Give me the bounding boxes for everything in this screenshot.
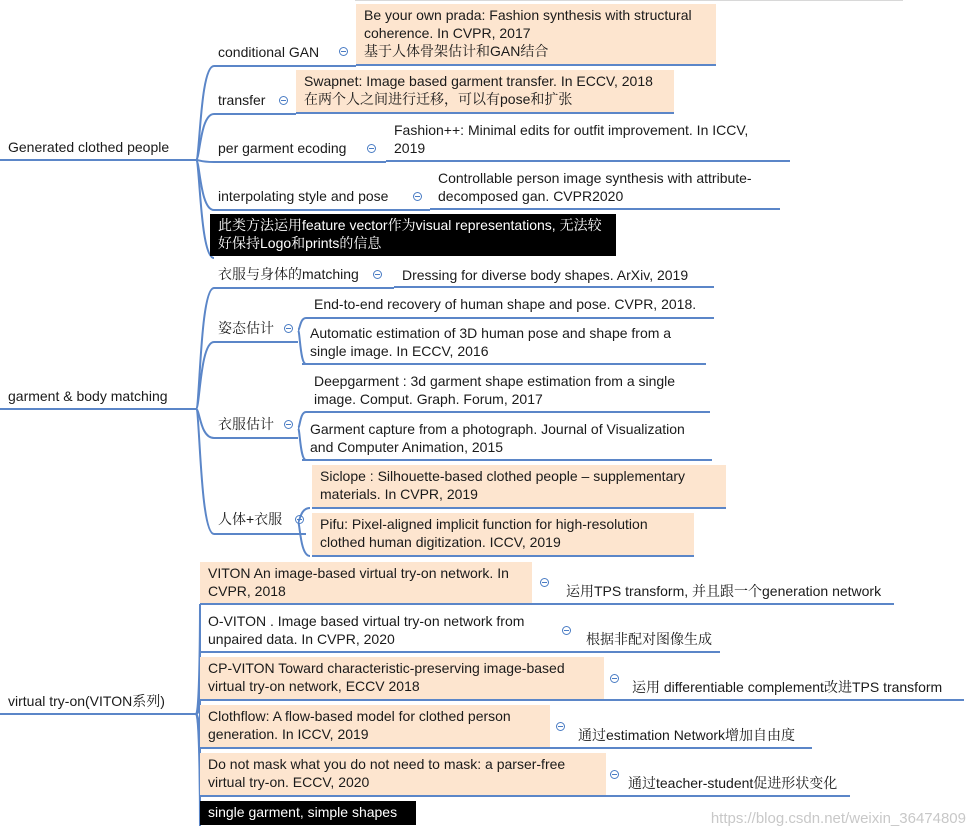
branch-underline: [200, 795, 850, 797]
branch-underline: [200, 651, 720, 653]
leaf-line: Dressing for diverse body shapes. ArXiv, 2019: [402, 267, 689, 283]
leaf-line: Siclope : Silhouette-based clothed people – supplementary: [320, 468, 686, 484]
branch-parser-free[interactable]: [200, 753, 606, 795]
branch-clothflow[interactable]: [200, 705, 550, 747]
leaf-line: Automatic estimation of 3D human pose and shape from a: [310, 325, 672, 341]
link-s2c4-l2: [298, 522, 310, 556]
leaf-line: Be your own prada: Fashion synthesis with structural: [364, 7, 692, 23]
leaf-line: Pifu: Pixel-aligned implicit function for high-resolution: [320, 516, 648, 532]
branch-line: CP-VITON Toward characteristic-preserving image-based: [208, 660, 565, 676]
collapse-toggle-icon[interactable]: [540, 578, 549, 587]
leaf-fashion-plus-plus[interactable]: [386, 119, 790, 161]
leaf-underline: [302, 363, 706, 365]
branch-underline: [200, 699, 964, 701]
leaf-line: End-to-end recovery of human shape and pose. CVPR, 2018.: [314, 296, 697, 312]
section-generated-clothed-people[interactable]: Generated clothed people: [8, 139, 170, 155]
leaf-underline: [306, 317, 714, 319]
leaf-controllable-person[interactable]: [430, 167, 780, 209]
branch-underline: [214, 113, 296, 115]
collapse-toggle-icon[interactable]: [556, 722, 565, 731]
collapse-toggle-icon[interactable]: [367, 144, 376, 153]
leaf-underline: [302, 459, 712, 461]
summary-line: 好保持Logo和prints的信息: [218, 235, 382, 251]
leaf-line: materials. In CVPR, 2019: [320, 486, 478, 502]
branch-transfer[interactable]: transfer: [218, 92, 266, 108]
leaf-dressing-diverse-body[interactable]: [394, 264, 714, 286]
leaf-line: decomposed gan. CVPR2020: [438, 188, 624, 204]
branch-line: O-VITON . Image based virtual try-on network from: [208, 613, 525, 629]
leaf-underline: [430, 208, 780, 210]
branch-line: Clothflow: A flow-based model for clothed person: [208, 708, 511, 724]
link-s2-c4: [196, 409, 214, 534]
collapse-toggle-icon[interactable]: [284, 420, 293, 429]
branch-underline: [214, 437, 298, 439]
leaf-underline: [356, 64, 716, 66]
branch-line: virtual try-on network, ECCV 2018: [208, 678, 420, 694]
note-o-viton[interactable]: 根据非配对图像生成: [586, 631, 712, 647]
collapse-toggle-icon[interactable]: [373, 270, 382, 279]
branch-underline: [214, 287, 394, 289]
branch-garment-estimation[interactable]: 衣服估计: [218, 416, 274, 432]
branch-underline: [214, 209, 430, 211]
leaf-line: image. Comput. Graph. Forum, 2017: [314, 391, 543, 407]
leaf-underline: [312, 507, 726, 509]
collapse-toggle-icon[interactable]: [295, 515, 304, 524]
summary-generated-clothed-people[interactable]: [210, 214, 616, 256]
branch-underline: [200, 603, 894, 605]
branch-per-garment-ecoding[interactable]: per garment ecoding: [218, 140, 347, 156]
branch-cp-viton[interactable]: [200, 657, 604, 699]
section-underline: [0, 408, 196, 410]
leaf-line: 基于人体骨架估计和GAN结合: [364, 43, 549, 59]
section-underline: [0, 159, 196, 161]
branch-underline: [214, 161, 386, 163]
leaf-line: Fashion++: Minimal edits for outfit improvement. In ICCV,: [394, 122, 749, 138]
leaf-underline: [306, 411, 710, 413]
branch-conditional-gan[interactable]: conditional GAN: [218, 44, 320, 60]
leaf-line: 在两个人之间进行迁移，可以有pose和扩张: [304, 91, 573, 107]
leaf-pifu[interactable]: [312, 513, 694, 555]
summary-virtual-try-on[interactable]: [200, 801, 416, 825]
section-underline: [0, 713, 196, 715]
collapse-toggle-icon[interactable]: [413, 192, 422, 201]
branch-line: unpaired data. In CVPR, 2020: [208, 631, 395, 647]
note-viton[interactable]: 运用TPS transform, 并且跟一个generation network: [566, 583, 882, 599]
branch-line: generation. In ICCV, 2019: [208, 726, 369, 742]
leaf-underline: [386, 160, 790, 162]
watermark: https://blog.csdn.net/weixin_36474809: [710, 810, 966, 827]
leaf-line: clothed human digitization. ICCV, 2019: [320, 534, 561, 550]
branch-line: virtual try-on. ECCV, 2020: [208, 774, 370, 790]
summary-line: 此类方法运用feature vector作为visual representations, 无法较: [218, 217, 602, 233]
leaf-swapnet[interactable]: [296, 70, 674, 112]
branch-line: Do not mask what you do not need to mask: a parser-free: [208, 756, 566, 772]
collapse-toggle-icon[interactable]: [279, 96, 288, 105]
branch-underline: [214, 341, 298, 343]
note-clothflow[interactable]: 通过estimation Network增加自由度: [578, 727, 796, 743]
section-garment-body-matching[interactable]: garment & body matching: [8, 388, 168, 404]
branch-line: VITON An image-based virtual try-on network. In: [208, 565, 509, 581]
leaf-line: Swapnet: Image based garment transfer. In ECCV, 2018: [304, 73, 653, 89]
leaf-deepgarment[interactable]: [306, 370, 710, 412]
branch-line: CVPR, 2018: [208, 583, 286, 599]
branch-underline: [200, 747, 812, 749]
leaf-automatic-3d-pose[interactable]: [302, 322, 706, 364]
section-virtual-try-on[interactable]: virtual try-on(VITON系列): [8, 693, 165, 709]
leaf-line: coherence. In CVPR, 2017: [364, 25, 531, 41]
collapse-toggle-icon[interactable]: [284, 324, 293, 333]
leaf-underline: [312, 555, 694, 557]
collapse-toggle-icon[interactable]: [339, 47, 348, 56]
branch-body-plus-garment[interactable]: 人体+衣服: [218, 511, 283, 527]
link-s1-c3: [196, 160, 214, 162]
leaf-line: and Computer Animation, 2015: [310, 439, 504, 455]
branch-viton[interactable]: [200, 562, 532, 604]
note-cp-viton[interactable]: 运用 differentiable complement改进TPS transform: [632, 679, 943, 695]
collapse-toggle-icon[interactable]: [610, 674, 619, 683]
branch-o-viton[interactable]: [200, 610, 556, 652]
leaf-line: Garment capture from a photograph. Journal of Visualization: [310, 421, 685, 437]
branch-clothes-body-matching[interactable]: 衣服与身体的matching: [218, 266, 359, 282]
leaf-end-to-end-recovery[interactable]: [306, 293, 714, 317]
leaf-line: 2019: [394, 140, 426, 156]
leaf-line: Controllable person image synthesis with attribute-: [438, 170, 752, 186]
note-parser-free[interactable]: 通过teacher-student促进形状变化: [628, 775, 838, 791]
leaf-line: single image. In ECCV, 2016: [310, 343, 489, 359]
leaf-be-your-own-prada[interactable]: [356, 4, 716, 64]
leaf-underline: [394, 286, 714, 288]
summary-line: single garment, simple shapes: [208, 804, 398, 820]
leaf-garment-capture[interactable]: [302, 418, 712, 460]
branch-interpolating-style-and-pose[interactable]: interpolating style and pose: [218, 188, 389, 204]
branch-pose-estimation[interactable]: 姿态估计: [218, 320, 274, 336]
leaf-underline: [296, 112, 674, 114]
collapse-toggle-icon[interactable]: [562, 626, 571, 635]
branch-underline: [214, 65, 356, 67]
leaf-line: Deepgarment : 3d garment shape estimation from a single: [314, 373, 676, 389]
collapse-toggle-icon[interactable]: [610, 770, 619, 779]
branch-underline: [214, 533, 306, 535]
leaf-siclope[interactable]: [312, 465, 726, 507]
